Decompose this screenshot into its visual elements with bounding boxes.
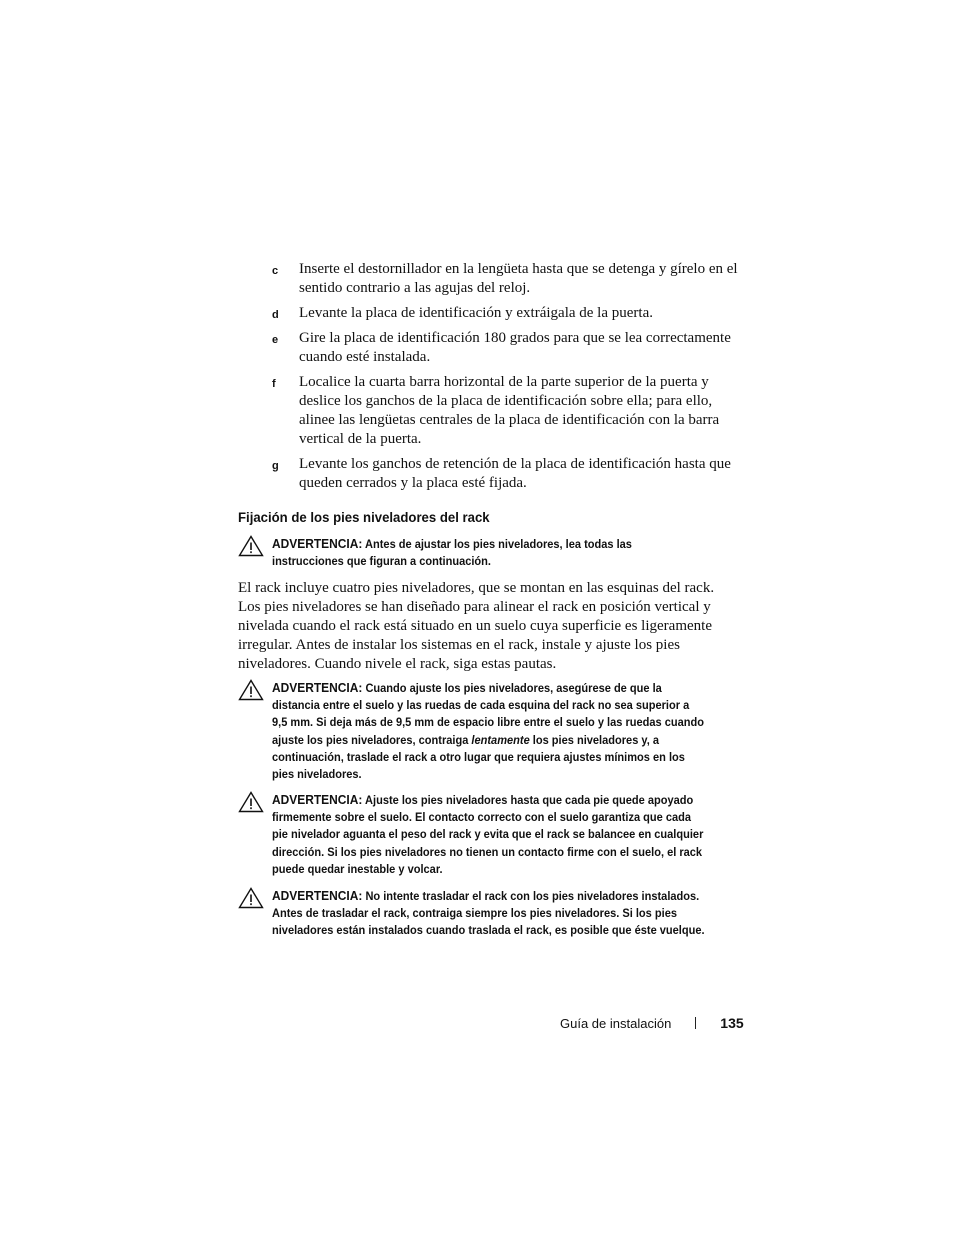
step-text: Localice la cuarta barra horizontal de la parte superior de la puerta y deslice los ganchos de la placa de identificación sobre ella; para ello, alinee las lengüetas centrales de la placa de identificación con la barra vertical de la puerta. (299, 374, 720, 447)
step-text: Inserte el destornillador en la lengüeta hasta que se detenga y gírelo en el sentido contrario a las agujas del reloj. (299, 261, 738, 296)
step-item (272, 260, 742, 298)
step-list (272, 260, 742, 499)
step-letter: g (272, 460, 279, 472)
warning-text (272, 679, 706, 783)
warning-body: Ajuste los pies niveladores hasta que cada pie quede apoyado firmemente sobre el suelo. El contacto correcto con el suelo garantiza que cada pie nivelador aguanta el peso del rack y evita que el rack se balancee en cualquier dirección. Si los pies niveladores no tienen un contacto firme con el suelo, el rack puede quedar inestable y volcar. (272, 793, 704, 876)
step-item (272, 329, 742, 367)
warning-body-cont: los pies niveladores y, a continuación, traslade el rack a otro lugar que requiera ajustes mínimos en los pies niveladores. (272, 732, 685, 782)
step-letter: e (272, 334, 279, 346)
warning-box (238, 535, 744, 570)
warning-label: ADVERTENCIA: (272, 536, 363, 551)
warning-body: No intente trasladar el rack con los pies niveladores instalados. Antes de trasladar el rack, contraiga siempre los pies niveladores. Si los pies niveladores están instalados cuando traslada el rack, es posible que éste vuelque. (272, 889, 705, 938)
step-letter: f (272, 378, 276, 390)
step-letter: d (272, 309, 279, 321)
warning-body: Antes de ajustar los pies niveladores, lea todas las instrucciones que figuran a continuación. (272, 537, 632, 569)
warning-box (238, 887, 744, 940)
footer-title: Guía de instalación (560, 1015, 672, 1031)
warning-text (272, 535, 706, 570)
warning-label: ADVERTENCIA: (272, 888, 363, 903)
warning-label: ADVERTENCIA: (272, 680, 363, 695)
step-text: Gire la placa de identificación 180 grados para que se lea correctamente cuando esté instalada. (299, 330, 731, 365)
warning-triangle-icon (238, 887, 264, 909)
step-item (272, 373, 742, 449)
warning-emphasis: lentamente (471, 732, 530, 747)
warning-text (272, 791, 706, 878)
page-number: 135 (720, 1015, 744, 1031)
warning-text (272, 887, 706, 940)
warning-triangle-icon (238, 535, 264, 557)
body-paragraph: El rack incluye cuatro pies niveladores, que se montan en las esquinas del rack. Los pies niveladores se han diseñado para alinear el rack en posición vertical y nivelada cuando el rack está situado en un suelo cuya superficie es ligeramente irregular. Antes de instalar los sistemas en el rack, instale y ajuste los pies niveladores. Cuando nivele el rack, siga estas pautas. (238, 580, 715, 672)
step-item (272, 304, 742, 323)
step-letter: c (272, 265, 279, 277)
page-footer (560, 1015, 744, 1031)
step-text: Levante la placa de identificación y extráigala de la puerta. (299, 305, 653, 321)
warning-box (238, 679, 744, 783)
footer-divider (695, 1017, 696, 1029)
warning-box (238, 791, 744, 878)
section-heading: Fijación de los pies niveladores del rack (238, 509, 490, 525)
warning-triangle-icon (238, 679, 264, 701)
step-item (272, 455, 742, 493)
step-text: Levante los ganchos de retención de la placa de identificación hasta que queden cerrados y la placa esté fijada. (299, 456, 731, 491)
warning-body: Cuando ajuste los pies niveladores, asegúrese de que la distancia entre el suelo y las ruedas de cada esquina del rack no sea superior a 9,5 mm. Si deja más de 9,5 mm de espacio libre entre el suelo y las ruedas cuando ajuste los pies niveladores, contraiga (272, 681, 704, 747)
warning-label: ADVERTENCIA: (272, 792, 363, 807)
warning-triangle-icon (238, 791, 264, 813)
